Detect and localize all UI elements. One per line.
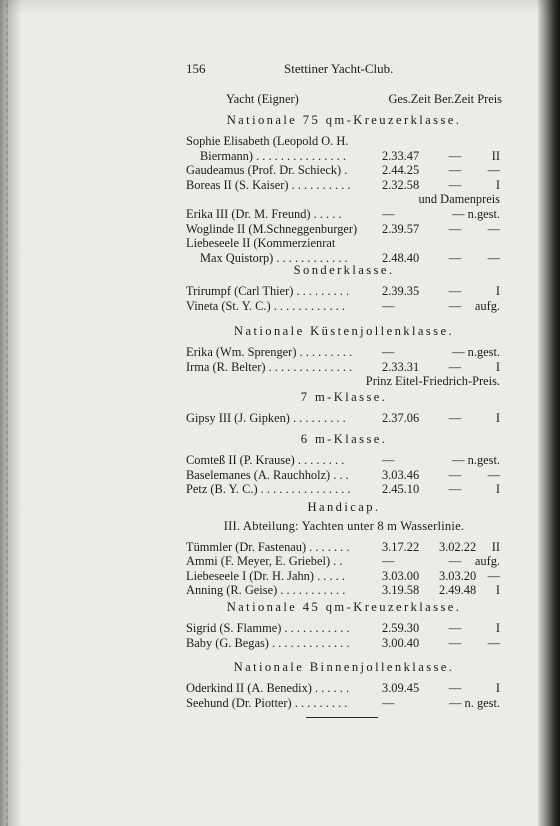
prize: II: [491, 539, 500, 554]
corrected-time: —: [448, 284, 462, 298]
prize: —: [487, 221, 500, 236]
total-time: 2.32.58: [382, 177, 420, 192]
yacht-owner: Ammi (F. Meyer, E. Griebel) . .: [186, 554, 343, 569]
total-time: 3.00.40: [382, 635, 420, 650]
total-time: 3.19.58: [382, 583, 420, 598]
corrected-time: 2.49.48: [439, 583, 477, 598]
prize: —: [487, 250, 500, 265]
prize: — n.gest.: [452, 207, 500, 221]
yacht-owner: Liebeseele I (Dr. H. Jahn) . . . . .: [186, 568, 345, 583]
section-title: Sonderklasse.: [293, 263, 395, 277]
total-time: 2.39.57: [382, 221, 420, 236]
yacht-owner: Erika (Wm. Sprenger) . . . . . . . . .: [186, 345, 353, 359]
corrected-time: —: [448, 163, 462, 178]
section-subtitle: III. Abteilung: Yachten unter 8 m Wasserlinie.: [223, 519, 465, 533]
corrected-time: —: [448, 298, 462, 313]
prize: I: [495, 482, 500, 497]
result-row: [186, 299, 502, 313]
column-header-yacht: Yacht (Eigner): [226, 92, 299, 106]
column-header-times: Ges.Zeit Ber.Zeit Preis: [388, 92, 502, 106]
yacht-owner: Sophie Elisabeth (Leopold O. H.: [186, 134, 349, 148]
column-headers: [186, 92, 502, 108]
prize: —: [487, 163, 500, 178]
result-row: [186, 411, 502, 425]
corrected-time: —: [448, 621, 462, 635]
page-content: [186, 0, 502, 826]
yacht-owner: Tümmler (Dr. Fastenau) . . . . . . .: [186, 539, 350, 554]
corrected-time: —: [448, 681, 462, 695]
section-title: Nationale 45 qm-Kreuzerklasse.: [226, 600, 462, 614]
corrected-time: —: [448, 467, 462, 482]
result-row: [186, 360, 502, 374]
prize: —: [487, 467, 500, 482]
page-number: 156: [186, 61, 206, 76]
prize: I: [495, 583, 500, 598]
corrected-time: —: [448, 635, 462, 650]
total-time: 2.44.25: [382, 163, 420, 178]
section-title: Nationale 75 qm-Kreuzerklasse.: [226, 113, 462, 127]
corrected-time: —: [448, 411, 462, 425]
result-row-continued: [186, 236, 502, 250]
yacht-owner: Petz (B. Y. C.) . . . . . . . . . . . . . . .: [186, 482, 351, 497]
result-row-continued: [186, 134, 502, 148]
result-row: [186, 696, 502, 710]
prize: I: [495, 681, 500, 695]
yacht-owner: Boreas II (S. Kaiser) . . . . . . . . . .: [186, 177, 351, 192]
running-head: Stettiner Yacht-Club.: [284, 61, 394, 76]
result-row: [186, 163, 502, 177]
result-row: [186, 345, 502, 359]
total-time: —: [382, 207, 395, 221]
result-row: [186, 222, 502, 236]
yacht-owner: Erika III (Dr. M. Freund) . . . . .: [186, 207, 342, 221]
prize: aufg.: [474, 554, 500, 569]
yacht-owner: Max Quistorp) . . . . . . . . . . . .: [200, 250, 348, 265]
section-title: 7 m-Klasse.: [300, 390, 388, 404]
yacht-owner: Baby (G. Begas) . . . . . . . . . . . . .: [186, 635, 350, 650]
corrected-time: —: [448, 359, 462, 374]
result-row: [186, 468, 502, 482]
prize: —: [487, 568, 500, 583]
total-time: 2.39.35: [382, 284, 420, 298]
result-row: [186, 569, 502, 583]
yacht-owner: Sigrid (S. Flamme) . . . . . . . . . . .: [186, 621, 350, 635]
result-row: [186, 554, 502, 568]
result-row: [186, 178, 502, 192]
yacht-owner: Seehund (Dr. Piotter) . . . . . . . . .: [186, 695, 348, 710]
yacht-owner: Vineta (St. Y. C.) . . . . . . . . . . . .: [186, 298, 345, 313]
total-time: 3.09.45: [382, 681, 420, 695]
prize: I: [495, 621, 500, 635]
result-row: [186, 207, 502, 221]
total-time: —: [382, 695, 395, 710]
result-row: [186, 540, 502, 554]
prize: I: [495, 359, 500, 374]
total-time: 2.33.47: [382, 148, 420, 163]
section-title: Nationale Küstenjollenklasse.: [234, 324, 454, 338]
prize: aufg.: [474, 298, 500, 313]
corrected-time: 3.03.20: [439, 568, 477, 583]
total-time: 3.17.22: [382, 539, 420, 554]
prize: — n.gest.: [452, 453, 500, 467]
total-time: 2.48.40: [382, 250, 420, 265]
corrected-time: —: [448, 221, 462, 236]
total-time: —: [382, 453, 395, 467]
total-time: 2.37.06: [382, 411, 420, 425]
prize: II: [491, 148, 500, 163]
yacht-owner: Oderkind II (A. Benedix) . . . . . .: [186, 681, 350, 695]
total-time: —: [382, 345, 395, 359]
total-time: 2.33.31: [382, 359, 420, 374]
page-edge-right: [538, 0, 560, 826]
section-title: Handicap.: [307, 500, 381, 514]
corrected-time: —: [448, 482, 462, 497]
result-row: [186, 453, 502, 467]
yacht-owner: Gaudeamus (Prof. Dr. Schieck) .: [186, 163, 348, 178]
prize: I: [495, 284, 500, 298]
yacht-owner: Liebeseele II (Kommerzienrat: [186, 236, 336, 251]
book-binding-left: [0, 0, 22, 826]
yacht-owner: Irma (R. Belter) . . . . . . . . . . . . . .: [186, 359, 353, 374]
corrected-time: 3.02.22: [439, 539, 477, 554]
yacht-owner: Baselemanes (A. Rauchholz) . . .: [186, 467, 349, 482]
result-row: [186, 636, 502, 650]
total-time: 3.03.00: [382, 568, 420, 583]
result-row: [186, 681, 502, 695]
corrected-time: —: [448, 148, 462, 163]
yacht-owner: Biermann) . . . . . . . . . . . . . . .: [200, 148, 346, 163]
prize: — n.gest.: [452, 345, 500, 359]
prize: — n. gest.: [449, 695, 500, 710]
total-time: 3.03.46: [382, 467, 420, 482]
yacht-owner: Gipsy III (J. Gipken) . . . . . . . . .: [186, 411, 346, 425]
corrected-time: —: [448, 177, 462, 192]
result-row: [186, 583, 502, 597]
page-header: [186, 60, 502, 80]
prize: —: [487, 635, 500, 650]
result-row: [186, 621, 502, 635]
result-row: [186, 149, 502, 163]
entry-note: und Damenpreis: [418, 192, 500, 207]
yacht-owner: Trirumpf (Carl Thier) . . . . . . . . .: [186, 284, 350, 298]
total-time: 2.59.30: [382, 621, 420, 635]
prize: I: [495, 177, 500, 192]
yacht-owner: Comteß II (P. Krause) . . . . . . . .: [186, 453, 345, 467]
total-time: —: [382, 554, 395, 569]
result-row: [186, 482, 502, 496]
end-rule: [306, 717, 378, 718]
yacht-owner: Woglinde II (M.Schneggenburger): [186, 221, 358, 236]
corrected-time: —: [448, 554, 462, 569]
total-time: —: [382, 298, 395, 313]
yacht-owner: Anning (R. Geise) . . . . . . . . . . .: [186, 583, 346, 598]
result-row: [186, 284, 502, 298]
total-time: 2.45.10: [382, 482, 420, 497]
section-title: 6 m-Klasse.: [300, 432, 388, 446]
entry-note: Prinz Eitel-Friedrich-Preis.: [365, 374, 500, 389]
section-title: Nationale Binnenjollenklasse.: [233, 660, 455, 674]
prize: I: [495, 411, 500, 425]
corrected-time: —: [448, 250, 462, 265]
